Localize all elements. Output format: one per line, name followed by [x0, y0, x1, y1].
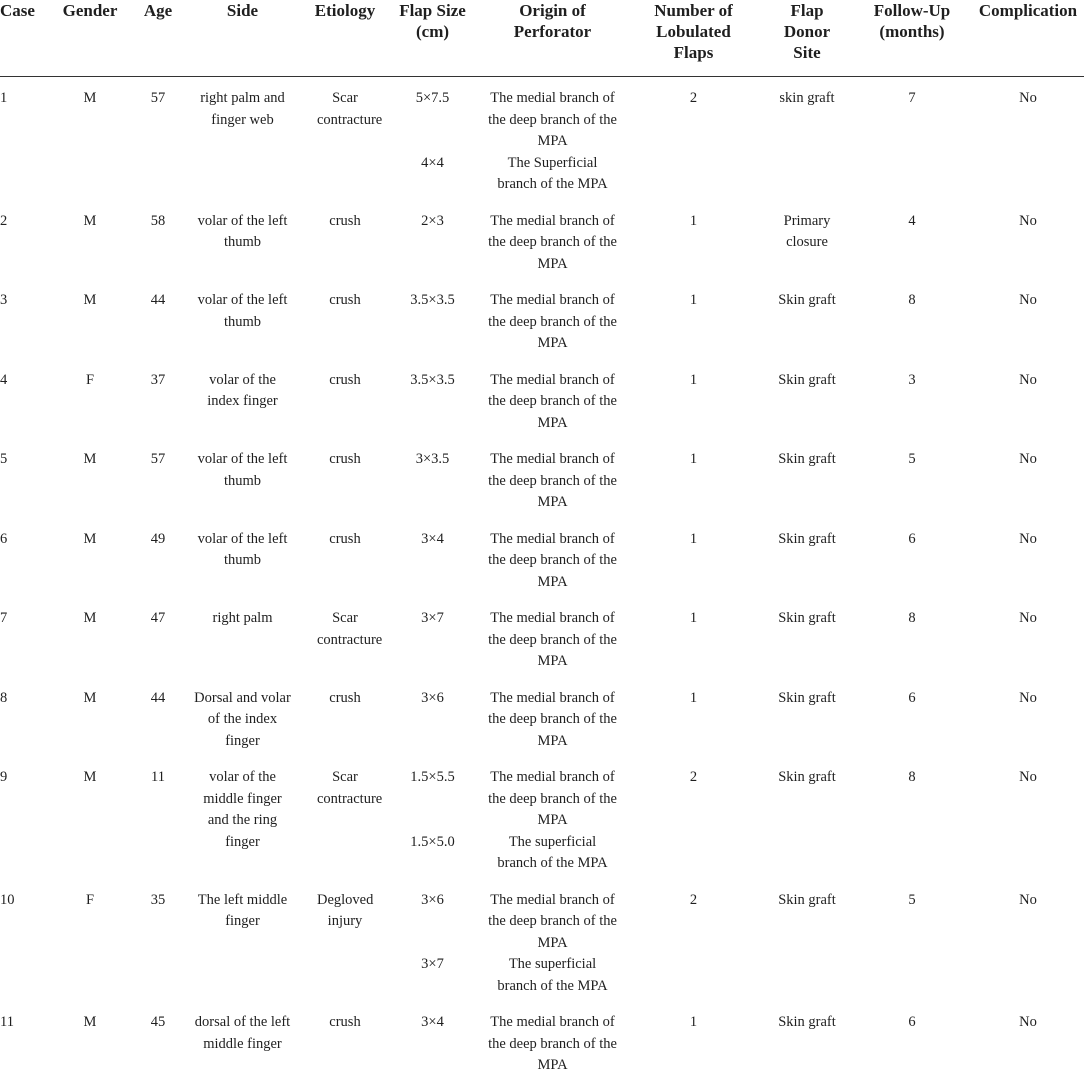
cell-age: 47 [150, 610, 166, 626]
cell-side: volar of the index finger [207, 371, 278, 409]
cell-origin [480, 597, 625, 677]
cell-complication: No [1019, 371, 1037, 388]
cell-lobulated: 1 [689, 1014, 698, 1030]
origin-value: The medial branch of the deep branch of the MPA [488, 610, 617, 669]
cell-flap-size [385, 518, 480, 598]
cell-complication: No [1019, 1014, 1037, 1030]
cell-followup: 6 [908, 1014, 916, 1030]
cell-origin [480, 279, 625, 359]
table-row [0, 77, 1084, 200]
cell-complication: No [1019, 451, 1037, 467]
cell-lobulated: 2 [689, 769, 698, 785]
flap-size-value: 3.5×3.5 [410, 292, 455, 308]
cell-side: right palm and finger web [200, 90, 285, 128]
cell-donor: Skin graft [778, 1014, 836, 1030]
flap-size-value: 1.5×5.5 [410, 769, 455, 785]
cell-etiology: crush [329, 1014, 361, 1030]
header-side: Side [180, 0, 305, 77]
cell-flap-size [385, 77, 480, 200]
cell-origin [480, 359, 625, 439]
cell-origin [480, 1001, 625, 1081]
cell-case: 1 [0, 90, 8, 106]
cell-age: 57 [150, 90, 166, 106]
cell-etiology: crush [329, 212, 361, 229]
origin-value: The medial branch of the deep branch of the MPA [488, 769, 617, 828]
cell-case: 6 [0, 530, 8, 547]
cell-case: 10 [0, 891, 15, 908]
origin-value: The medial branch of the deep branch of the MPA [488, 90, 617, 149]
cell-origin [480, 677, 625, 757]
cell-lobulated: 1 [689, 530, 698, 547]
origin-value: The medial branch of the deep branch of the MPA [488, 530, 617, 590]
flap-size-value: 3.5×3.5 [410, 371, 455, 388]
table-row [0, 359, 1084, 439]
cell-age: 44 [150, 689, 166, 706]
cell-followup: 6 [908, 530, 916, 547]
flap-size-value: 3×6 [421, 689, 444, 706]
table-row [0, 200, 1084, 280]
cell-followup: 4 [908, 212, 916, 229]
flap-size-value: 3×7 [421, 956, 444, 972]
cell-donor: Skin graft [778, 292, 836, 308]
origin-value: The Superficial branch of the MPA [497, 154, 608, 192]
table-row [0, 879, 1084, 1002]
header-donor: Flap Donor Site [762, 0, 852, 77]
flap-size-value: 3×7 [421, 610, 444, 626]
cell-complication: No [1019, 530, 1037, 547]
cell-age: 45 [150, 1014, 166, 1030]
cell-gender: F [85, 891, 95, 908]
cell-gender: F [85, 371, 95, 388]
cell-followup: 5 [908, 451, 916, 467]
cell-complication: No [1019, 610, 1037, 626]
cell-origin [480, 879, 625, 1002]
cell-flap-size [385, 279, 480, 359]
table-body [0, 77, 1084, 1081]
cell-lobulated: 1 [689, 451, 698, 467]
origin-value: The superficial branch of the MPA [497, 833, 608, 871]
header-age: Age [136, 0, 180, 77]
cell-lobulated: 2 [689, 90, 698, 106]
cell-followup: 8 [908, 292, 916, 308]
flap-size-value: 4×4 [421, 154, 444, 171]
cell-case: 8 [0, 689, 8, 706]
cell-flap-size [385, 200, 480, 280]
flap-size-value: 5×7.5 [415, 90, 450, 106]
header-complication: Complication [972, 0, 1084, 77]
cell-lobulated: 1 [689, 610, 698, 626]
cell-flap-size [385, 359, 480, 439]
cell-origin [480, 518, 625, 598]
flap-size-value: 3×4 [421, 530, 444, 547]
cell-side: volar of the left thumb [197, 451, 288, 489]
header-case: Case [0, 0, 44, 77]
cell-etiology: crush [329, 371, 361, 388]
cell-followup: 8 [908, 769, 916, 785]
cell-age: 37 [150, 371, 166, 388]
cell-etiology: Degloved injury [317, 891, 374, 929]
cell-side: right palm [212, 610, 273, 626]
table-row [0, 756, 1084, 879]
cell-age: 58 [150, 212, 166, 229]
table-row [0, 518, 1084, 598]
cell-origin [480, 756, 625, 879]
table-row [0, 438, 1084, 518]
cell-etiology: Scar contracture [317, 610, 383, 648]
header-lobulated: Number of Lobulated Flaps [625, 0, 762, 77]
cell-donor: Primary closure [783, 212, 831, 250]
cell-etiology: Scar contracture [317, 90, 383, 128]
cell-flap-size [385, 879, 480, 1002]
cell-case: 3 [0, 292, 8, 308]
cell-origin [480, 77, 625, 200]
cell-side: dorsal of the left middle finger [194, 1014, 291, 1052]
cell-flap-size [385, 597, 480, 677]
cell-case: 11 [0, 1014, 14, 1030]
cell-side: volar of the left thumb [197, 292, 288, 330]
cell-gender: M [83, 212, 97, 229]
cell-donor: skin graft [779, 90, 835, 106]
cell-donor: Skin graft [778, 610, 836, 626]
cell-complication: No [1019, 90, 1037, 106]
cell-gender: M [83, 90, 97, 106]
cell-donor: Skin graft [778, 530, 836, 547]
cell-origin [480, 200, 625, 280]
cell-case: 4 [0, 371, 8, 388]
header-followup: Follow-Up (months) [852, 0, 972, 77]
cell-age: 35 [150, 891, 166, 908]
flap-size-value: 3×3.5 [415, 451, 450, 467]
flap-size-value: 3×6 [421, 891, 444, 908]
cell-side: volar of the left thumb [197, 530, 288, 568]
cell-age: 11 [151, 769, 165, 785]
cell-gender: M [83, 292, 97, 308]
cell-case: 2 [0, 212, 8, 229]
flap-size-value: 2×3 [421, 212, 444, 229]
cell-side: volar of the left thumb [197, 212, 288, 250]
header-gender: Gender [44, 0, 136, 77]
cell-age: 57 [150, 451, 166, 467]
flap-size-value: 1.5×5.0 [410, 833, 455, 850]
cell-followup: 3 [908, 371, 916, 388]
origin-value: The medial branch of the deep branch of the MPA [488, 689, 617, 749]
header-etiology: Etiology [305, 0, 385, 77]
cell-lobulated: 1 [689, 371, 698, 388]
flap-size-value: 3×4 [421, 1014, 444, 1030]
cell-flap-size [385, 677, 480, 757]
origin-value: The medial branch of the deep branch of the MPA [488, 212, 617, 272]
cell-complication: No [1019, 689, 1037, 706]
cell-donor: Skin graft [778, 891, 836, 908]
cell-flap-size [385, 756, 480, 879]
cell-case: 9 [0, 769, 8, 785]
cell-gender: M [83, 1014, 97, 1030]
cell-gender: M [83, 530, 97, 547]
cell-lobulated: 1 [689, 292, 698, 308]
cell-lobulated: 1 [689, 689, 698, 706]
cell-age: 49 [150, 530, 166, 547]
cell-side: The left middle finger [197, 891, 288, 929]
origin-value: The superficial branch of the MPA [497, 956, 608, 994]
origin-value: The medial branch of the deep branch of the MPA [488, 1014, 617, 1073]
header-row [0, 0, 1084, 77]
cell-followup: 7 [908, 90, 916, 106]
cell-etiology: Scar contracture [317, 769, 383, 807]
origin-value: The medial branch of the deep branch of the MPA [488, 292, 617, 351]
cell-etiology: crush [329, 689, 361, 706]
cell-lobulated: 1 [689, 212, 698, 229]
cell-complication: No [1019, 292, 1037, 308]
cell-origin [480, 438, 625, 518]
origin-value: The medial branch of the deep branch of the MPA [488, 891, 617, 951]
origin-value: The medial branch of the deep branch of the MPA [488, 371, 617, 431]
cell-flap-size [385, 438, 480, 518]
cell-gender: M [83, 451, 97, 467]
origin-value: The medial branch of the deep branch of the MPA [488, 451, 617, 510]
cell-gender: M [83, 769, 97, 785]
cell-age: 44 [150, 292, 166, 308]
cell-followup: 5 [908, 891, 916, 908]
cell-etiology: crush [329, 292, 361, 308]
cell-gender: M [83, 610, 97, 626]
cell-side: Dorsal and volar of the index finger [194, 689, 291, 749]
cell-donor: Skin graft [778, 769, 836, 785]
cell-case: 7 [0, 610, 8, 626]
cell-followup: 8 [908, 610, 916, 626]
cell-complication: No [1019, 212, 1037, 229]
cell-donor: Skin graft [778, 689, 836, 706]
cell-donor: Skin graft [778, 451, 836, 467]
cell-etiology: crush [329, 451, 361, 467]
table-row [0, 597, 1084, 677]
table-row [0, 279, 1084, 359]
cell-etiology: crush [329, 530, 361, 547]
cell-gender: M [83, 689, 97, 706]
table-row [0, 1001, 1084, 1081]
cell-followup: 6 [908, 689, 916, 706]
header-flap-size: Flap Size (cm) [385, 0, 480, 77]
header-origin: Origin of Perforator [480, 0, 625, 77]
cell-donor: Skin graft [778, 371, 836, 388]
table-row [0, 677, 1084, 757]
cell-complication: No [1019, 891, 1037, 908]
cell-complication: No [1019, 769, 1037, 785]
cell-case: 5 [0, 451, 8, 467]
cell-lobulated: 2 [689, 891, 698, 908]
cell-side: volar of the middle finger and the ring finger [203, 769, 282, 850]
cell-flap-size [385, 1001, 480, 1081]
